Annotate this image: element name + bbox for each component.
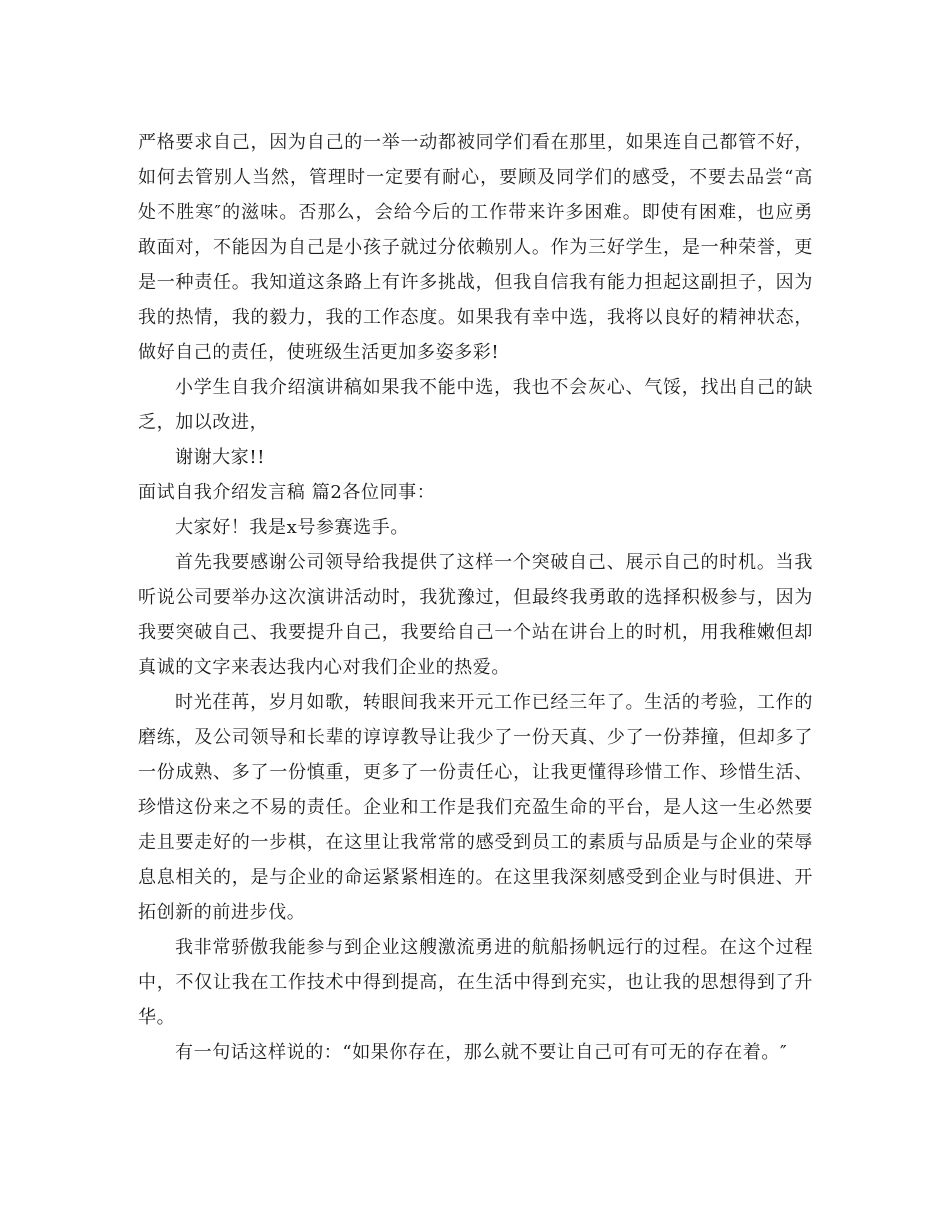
- document-body: [138, 125, 813, 1070]
- paragraph-closing-remark: 小学生自我介绍演讲稿如果我不能中选，我也不会灰心、气馁，找出自己的缺乏，加以改进，: [138, 377, 813, 433]
- paragraph-continuation: 严格要求自己，因为自己的一举一动都被同学们看在那里，如果连自己都管不好，如何去管别人当然，管理时一定要有耐心，要顾及同学们的感受，不要去品尝“高处不胜寒″的滋味。否那么，会给今后的工作带来许多困难。即使有困难，也应勇敢面对，不能因为自己是小孩子就过分依赖别人。作为三好学生，是一种荣誉，更是一种责任。我知道这条路上有许多挑战，但我自信我有能力担起这副担子，因为我的热情，我的毅力，我的工作态度。如果我有幸中选，我将以良好的精神状态，做好自己的责任，使班级生活更加多姿多彩!: [138, 132, 813, 363]
- paragraph-body: 我非常骄傲我能参与到企业这艘激流勇进的航船扬帆远行的过程。在这个过程中，不仅让我在工作技术中得到提高，在生活中得到充实，也让我的思想得到了升华。: [138, 937, 813, 1028]
- paragraph-body: 时光荏苒，岁月如歌，转眼间我来开元工作已经三年了。生活的考验，工作的磨练，及公司领导和长辈的谆谆教导让我少了一份天真、少了一份莽撞，但却多了一份成熟、多了一份慎重，更多了一份责任心，让我更懂得珍惜工作、珍惜生活、珍惜这份来之不易的责任。企业和工作是我们充盈生命的平台，是人这一生必然要走且要走好的一步棋，在这里让我常常的感受到员工的素质与品质是与企业的荣辱息息相关的，是与企业的命运紧紧相连的。在这里我深刻感受到企业与时俱进、开拓创新的前进步伐。: [138, 692, 813, 923]
- paragraph-thanks: 谢谢大家!!: [175, 447, 266, 468]
- paragraph-greeting: 大家好！我是x号参赛选手。: [175, 517, 409, 538]
- paragraph-body: 首先我要感谢公司领导给我提供了这样一个突破自己、展示自己的时机。当我听说公司要举办这次演讲活动时，我犹豫过，但最终我勇敢的选择积极参与，因为我要突破自己、我要提升自己，我要给自己一个站在讲台上的时机，用我稚嫩但却真诚的文字来表达我内心对我们企业的热爱。: [138, 552, 813, 678]
- section-heading: 面试自我介绍发言稿 篇2各位同事：: [138, 482, 436, 503]
- paragraph-quote: 有一句话这样说的：“如果你存在，那么就不要让自己可有可无的存在着。″: [175, 1042, 788, 1063]
